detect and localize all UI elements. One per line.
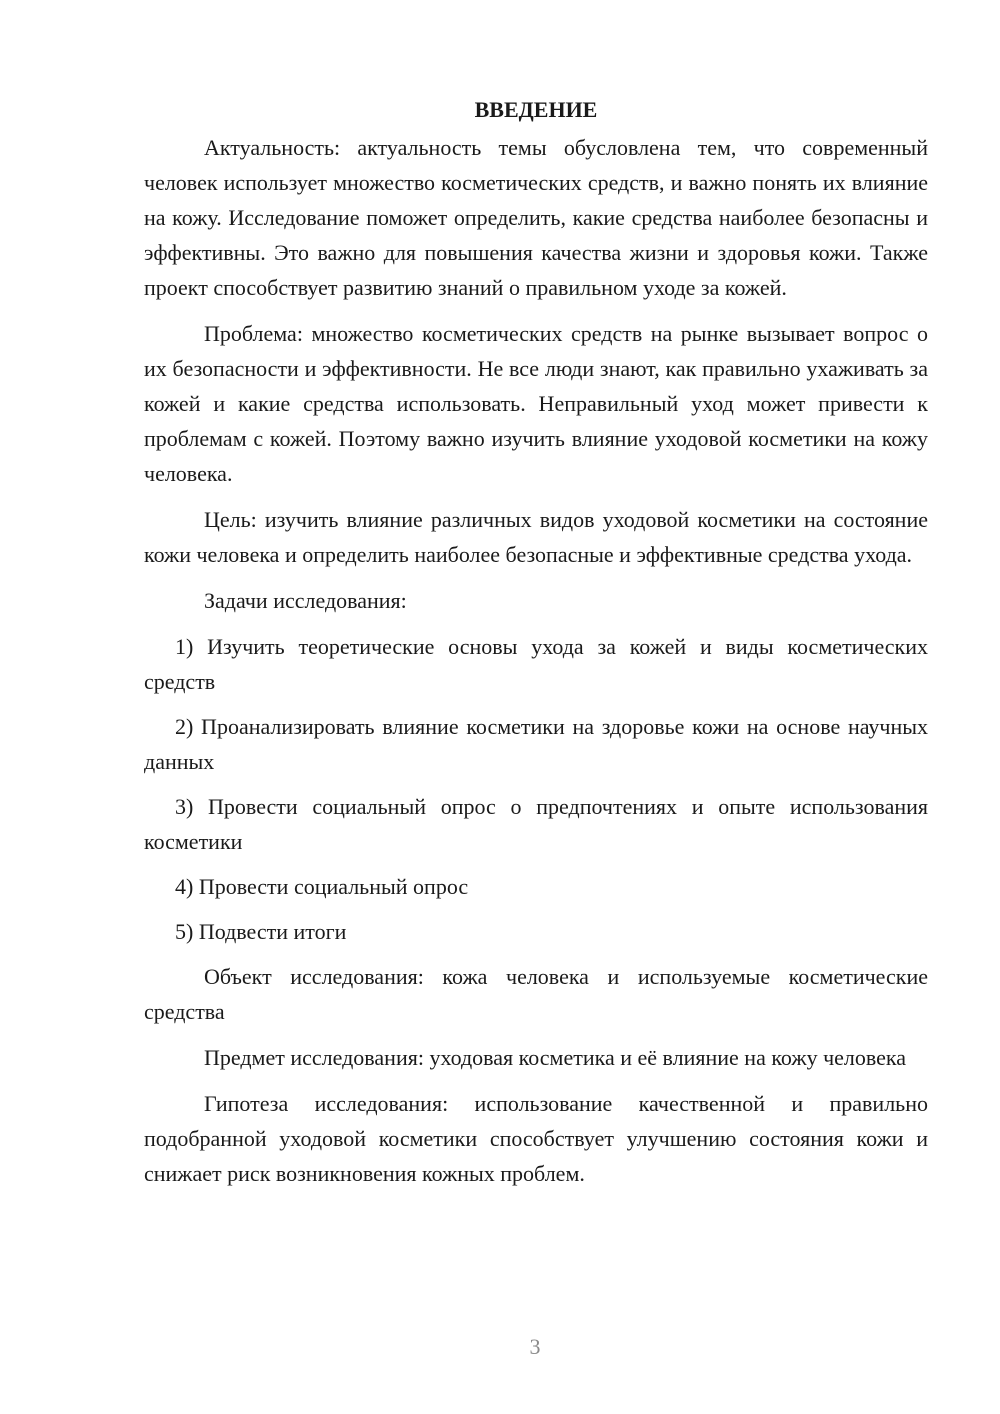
goal-paragraph: Цель: изучить влияние различных видов уходовой косметики на состояние кожи человека и определить наиболее безопасные и эффективные средства ухода. (144, 507, 928, 567)
task-item-3: 3) Провести социальный опрос о предпочтениях и опыте использования косметики (144, 794, 928, 854)
task-item-5: 5) Подвести итоги (175, 919, 347, 944)
task-item-2: 2) Проанализировать влияние косметики на здоровье кожи на основе научных данных (144, 714, 928, 774)
page-title: ВВЕДЕНИЕ (474, 97, 598, 122)
problem-paragraph: Проблема: множество косметических средств на рынке вызывает вопрос о их безопасности и эффективности. Не все люди знают, как правильно ухаживать за кожей и какие средства использовать. Неправильный уход может привести к проблемам с кожей. Поэтому важно изучить влияние уходовой косметики на кожу человека. (144, 321, 928, 486)
object-paragraph: Объект исследования: кожа человека и используемые косметические средства (144, 964, 928, 1024)
document-body (144, 92, 928, 1202)
task-item-4: 4) Провести социальный опрос (175, 874, 469, 899)
page-number: 3 (529, 1334, 541, 1359)
relevance-paragraph: Актуальность: актуальность темы обусловлена тем, что современный человек использует множество косметических средств, и важно понять их влияние на кожу. Исследование поможет определить, какие средства наиболее безопасны и эффективны. Это важно для повышения качества жизни и здоровья кожи. Также проект способствует развитию знаний о правильном уходе за кожей. (144, 135, 928, 300)
hypothesis-paragraph: Гипотеза исследования: использование качественной и правильно подобранной уходовой косметики способствует улучшению состояния кожи и снижает риск возникновения кожных проблем. (144, 1091, 928, 1186)
task-item-1: 1) Изучить теоретические основы ухода за кожей и виды косметических средств (144, 634, 928, 694)
subject-paragraph: Предмет исследования: уходовая косметика и её влияние на кожу человека (204, 1045, 907, 1070)
tasks-heading: Задачи исследования: (204, 588, 407, 613)
